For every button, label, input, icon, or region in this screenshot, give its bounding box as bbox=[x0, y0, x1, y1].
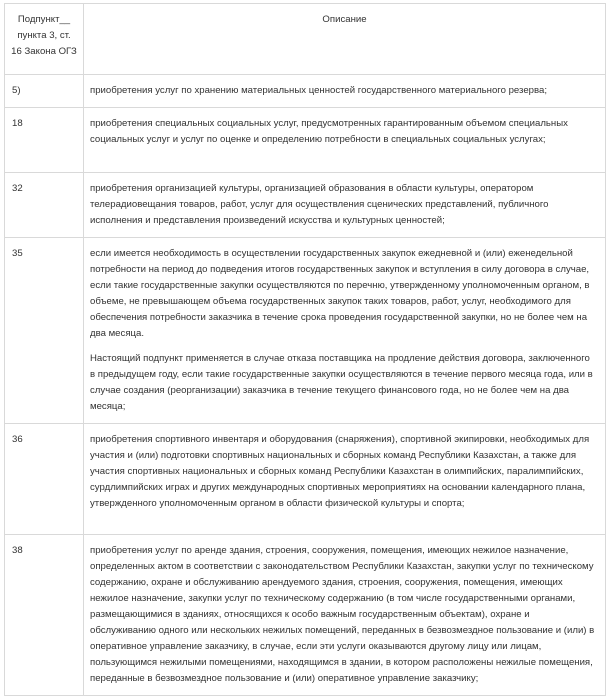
description-cell bbox=[84, 238, 606, 424]
description-cell bbox=[84, 535, 606, 696]
table-header-row bbox=[5, 4, 606, 75]
procurement-table bbox=[4, 3, 606, 696]
description-cell bbox=[84, 424, 606, 535]
description-paragraph: приобретения организацией культуры, организацией образования в области культуры, оператором телерадиовещания товаров, работ, услуг для осуществления сценических представлений, публичного исполнения и представления произведений искусства и культурных ценностей; bbox=[90, 183, 549, 226]
table-row bbox=[5, 238, 606, 424]
description-cell bbox=[84, 108, 606, 173]
description-paragraph: Настоящий подпункт применяется в случае отказа поставщика на продление действия договора, заключенного в предыдущем году, если такие государственные закупки осуществляются в течение первого месяца года, или в случае создания (реорганизации) заказчика в течение текущего финансового года, но не более чем на два месяца; bbox=[90, 353, 593, 412]
table-row bbox=[5, 173, 606, 238]
subparagraph-number: 36 bbox=[5, 424, 84, 535]
subparagraph-number: 35 bbox=[5, 238, 84, 424]
description-paragraph: приобретения услуг по аренде здания, строения, сооружения, помещения, имеющих нежилое назначение, определенных актом в соответствии с законодательством Республики Казахстан, закупки услуг по техническому содержанию, охране и обслуживанию арендуемого здания, строения, сооружения, помещения, имеющих нежилое назначение, закупки услуг по техническому содержанию (в том числе государственными органами, размещающимися в зданиях, относящихся к особо важным государственным объектам), охране и обслуживанию одного или нескольких нежилых помещений, переданных в безвозмездное пользование и (или) в оперативное управление заказчику, в случае, если эти услуги оказываются другому лицу или лицам, пользующимся нежилыми помещениями, находящимся в здании, в котором расположены нежилые помещения, переданные в безвозмездное пользование и (или) оперативное управление заказчику; bbox=[90, 545, 595, 684]
description-cell bbox=[84, 173, 606, 238]
subparagraph-number: 18 bbox=[5, 108, 84, 173]
subparagraph-number: 38 bbox=[5, 535, 84, 696]
header-subparagraph: Подпункт__ пункта 3, ст. 16 Закона ОГЗ bbox=[5, 4, 84, 75]
description-paragraph: если имеется необходимость в осуществлении государственных закупок ежедневной и (или) еженедельной потребности на период до подведения итогов государственных закупок и вступления в силу договора в случае, если такие государственные закупки осуществляются по перечню, утвержденному уполномоченным органом, в объеме, не превышающем объема государственных закупок таких товаров, работ, услуг, необходимого для обеспечения потребности заказчика в течение срока проведения государственной закупки, но не более чем на два месяца. bbox=[90, 248, 590, 339]
description-paragraph: приобретения услуг по хранению материальных ценностей государственного материального резерва; bbox=[90, 85, 548, 96]
table-row bbox=[5, 424, 606, 535]
subparagraph-number: 32 bbox=[5, 173, 84, 238]
subparagraph-number: 5) bbox=[5, 75, 84, 108]
description-paragraph: приобретения спортивного инвентаря и оборудования (снаряжения), спортивной экипировки, необходимых для участия и (или) подготовки спортивных национальных и сборных команд Республики Казахстан, а также для участия спортивных национальных и сборных команд Республики Казахстан в олимпийских, паралимпийских, сурдлимпийских играх и других международных спортивных мероприятиях на основании календарного плана, утвержденного уполномоченным органом в области физической культуры и спорта; bbox=[90, 434, 590, 509]
description-paragraph: приобретения специальных социальных услуг, предусмотренных гарантированным объемом специальных социальных услуг и услуг по оценке и определению потребности в специальных социальных услугах; bbox=[90, 118, 568, 145]
table-row bbox=[5, 108, 606, 173]
table-row bbox=[5, 75, 606, 108]
description-cell bbox=[84, 75, 606, 108]
table-row bbox=[5, 535, 606, 696]
header-description: Описание bbox=[84, 4, 606, 75]
